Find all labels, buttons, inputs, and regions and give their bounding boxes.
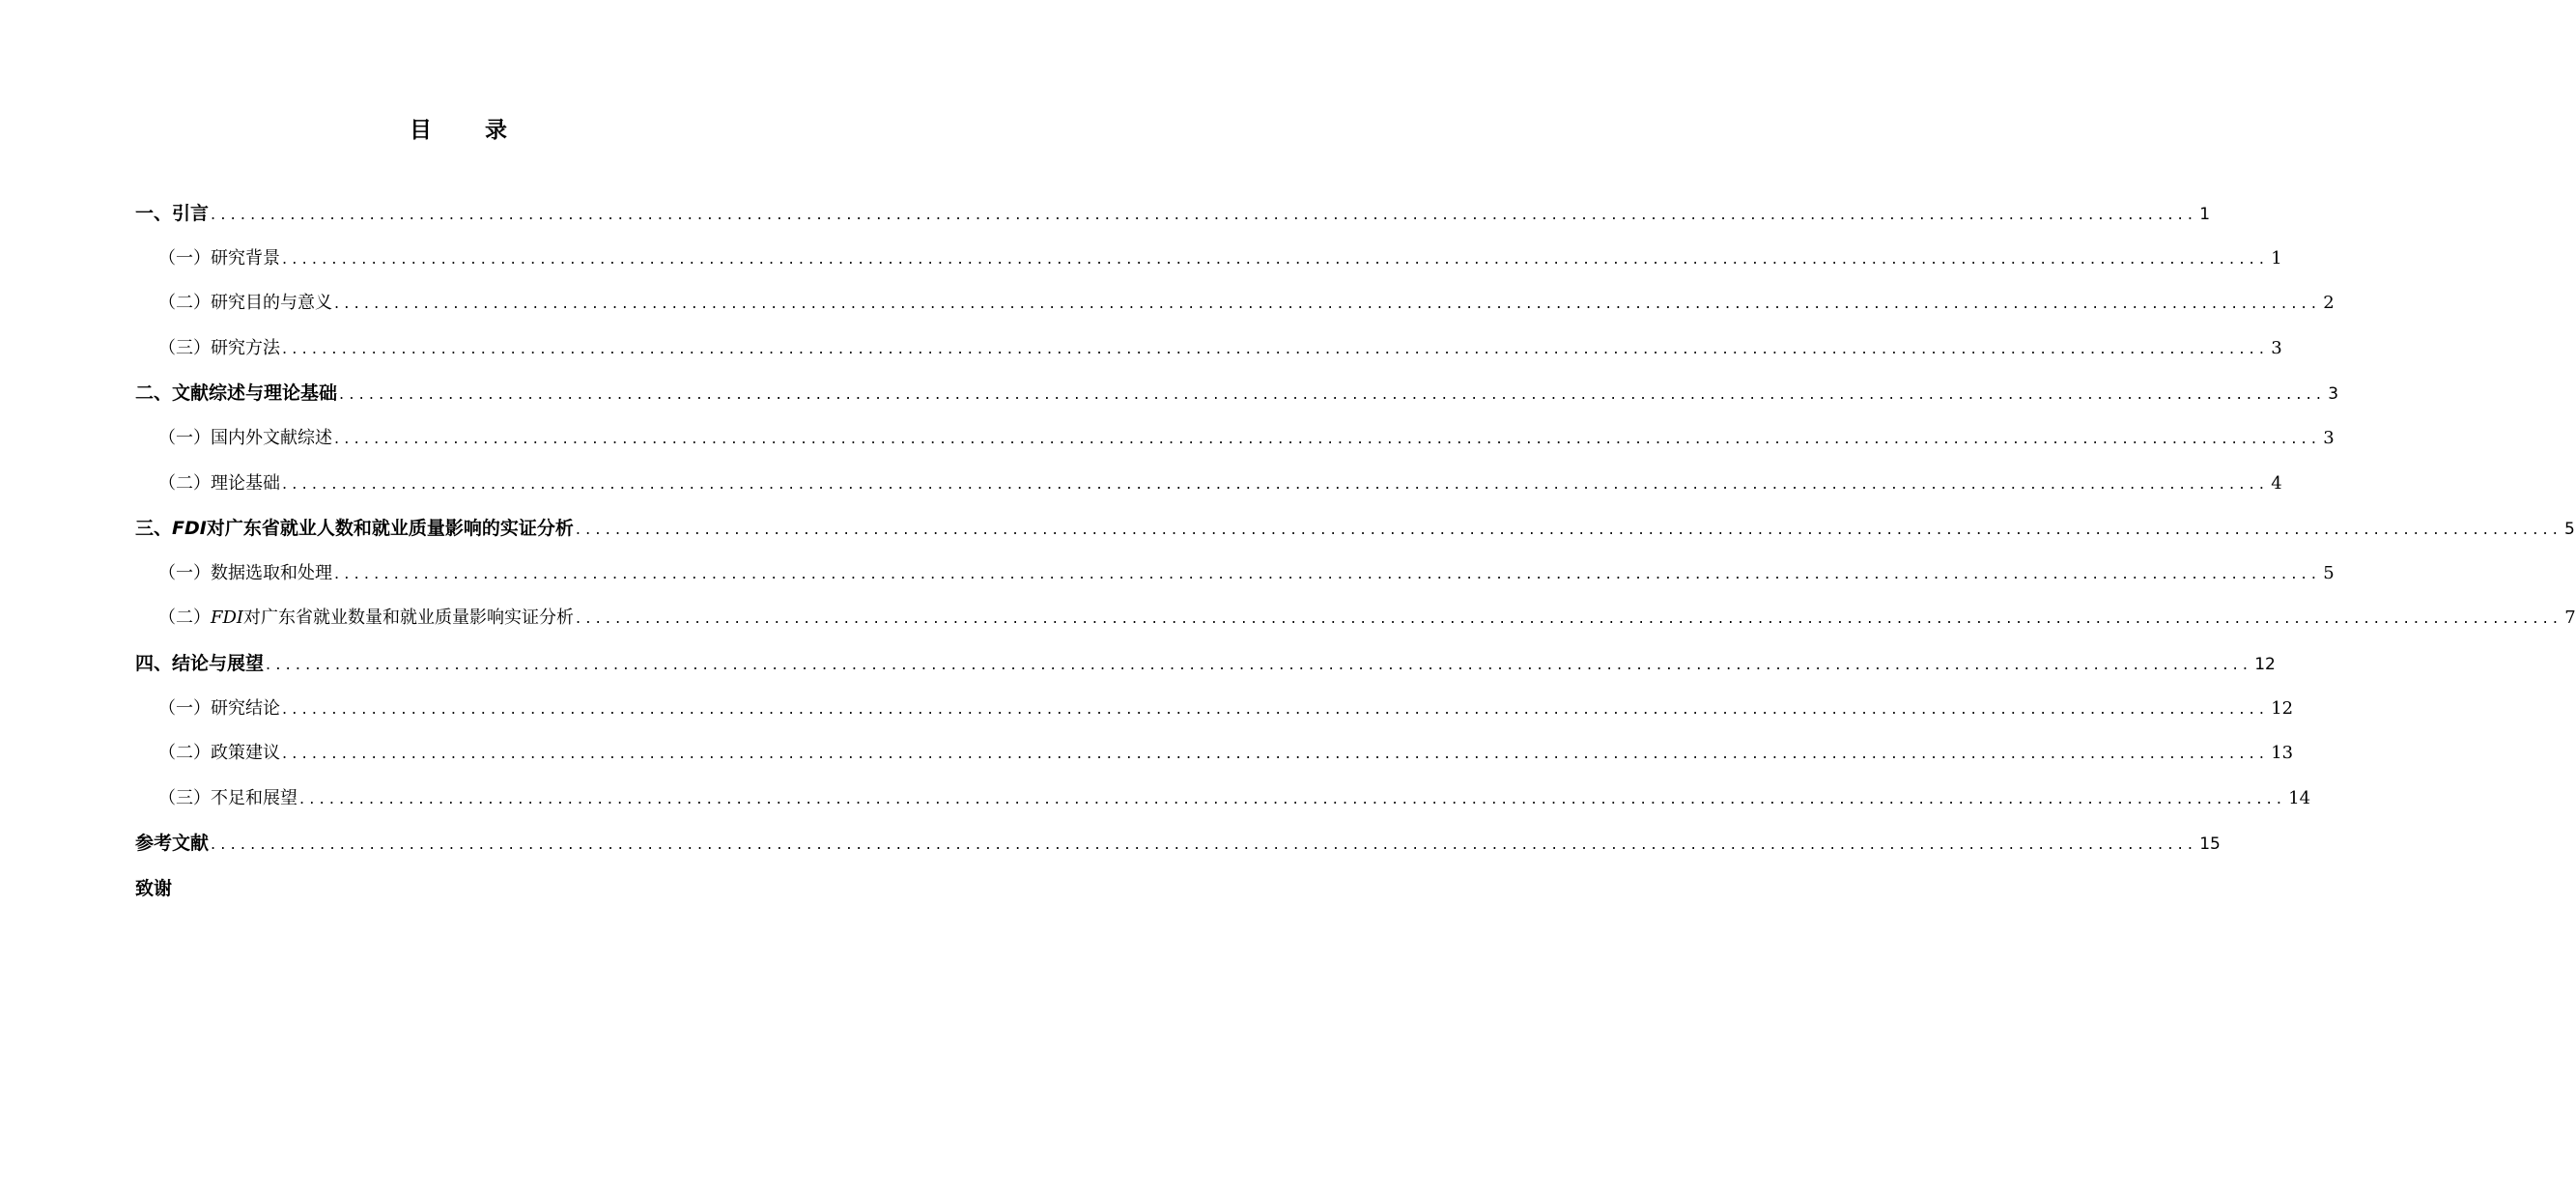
toc-entry-label: 引言 bbox=[172, 203, 210, 224]
toc-leader-dots: ........................................................................................................................................................................................................ bbox=[575, 520, 2563, 539]
toc-entry-label: 数据选取和处理 bbox=[211, 562, 332, 583]
toc-page-number: 3 bbox=[2271, 337, 2282, 358]
toc-entry[interactable] bbox=[135, 506, 2575, 552]
toc-entry-title bbox=[158, 731, 280, 777]
toc-entry-title bbox=[158, 687, 280, 732]
toc-entry-label: 结论与展望 bbox=[172, 652, 265, 674]
toc-entry-title bbox=[158, 326, 280, 372]
toc-entry-title bbox=[135, 191, 209, 237]
toc-entry-number: （二） bbox=[158, 743, 211, 764]
toc-page-number: 14 bbox=[2288, 787, 2311, 808]
toc-entry[interactable] bbox=[135, 821, 2221, 866]
toc-entry[interactable] bbox=[135, 416, 2335, 462]
toc-entry-number: 二、 bbox=[135, 382, 173, 405]
toc-page-number: 12 bbox=[2271, 697, 2294, 719]
toc-entry-title bbox=[135, 641, 264, 687]
toc-leader-dots: ........................................................................................................................................................................................................ bbox=[266, 654, 2253, 673]
toc-entry[interactable] bbox=[135, 326, 2282, 372]
toc-entry-number: 三、 bbox=[135, 518, 173, 540]
toc-leader-dots: ........................................................................................................................................................................................................ bbox=[334, 563, 2322, 582]
toc-entry-title bbox=[135, 821, 209, 866]
toc-entry-number: （三） bbox=[158, 337, 211, 358]
toc-entry-number: （二） bbox=[158, 293, 211, 314]
toc-entry-label: 理论基础 bbox=[211, 472, 280, 494]
toc-entry[interactable] bbox=[135, 777, 2311, 822]
toc-entry-label: 研究目的与意义 bbox=[211, 293, 332, 314]
toc-leader-dots: ........................................................................................................................................................................................................ bbox=[282, 744, 2270, 763]
toc-entry-number: 四、 bbox=[135, 652, 173, 674]
toc-entry-label: 致谢 bbox=[135, 877, 173, 899]
toc-entry-number: 一、 bbox=[135, 203, 173, 224]
toc-leader-dots: ........................................................................................................................................................................................................ bbox=[282, 248, 2270, 268]
toc-entry-label: 研究方法 bbox=[211, 337, 280, 358]
toc-entry-title bbox=[158, 552, 332, 597]
toc-entry-number: （一） bbox=[158, 697, 211, 719]
toc-entry-label: 对广东省就业数量和就业质量影响实证分析 bbox=[243, 608, 575, 629]
toc-page-number: 3 bbox=[2328, 384, 2339, 405]
toc-entry[interactable] bbox=[135, 191, 2211, 237]
toc-page-number: 12 bbox=[2254, 654, 2276, 674]
toc-entry-label: 研究背景 bbox=[211, 247, 280, 269]
toc-page-number: 1 bbox=[2199, 205, 2211, 224]
toc-entry[interactable] bbox=[135, 731, 2294, 777]
toc-entry-number: （一） bbox=[158, 247, 211, 269]
toc-entry-title bbox=[158, 237, 280, 282]
toc-entry-label: 研究结论 bbox=[211, 697, 280, 719]
toc-page-number: 7 bbox=[2564, 608, 2576, 629]
toc-page-number: 3 bbox=[2323, 427, 2335, 448]
toc-leader-dots: ........................................................................................................................................................................................................ bbox=[282, 698, 2270, 718]
toc-entry-abbrev: FDI bbox=[211, 608, 244, 629]
toc-entry-label: 文献综述与理论基础 bbox=[172, 382, 338, 405]
toc-leader-dots: ........................................................................................................................................................................................................ bbox=[211, 834, 2198, 854]
toc-entry-title bbox=[135, 371, 337, 416]
toc-title-char-2: 录 bbox=[485, 118, 508, 143]
toc-leader-dots: ........................................................................................................................................................................................................ bbox=[299, 788, 2287, 807]
toc-page-number: 4 bbox=[2271, 472, 2282, 494]
toc-entry-label: 国内外文献综述 bbox=[211, 427, 332, 448]
toc-entry[interactable] bbox=[135, 866, 780, 912]
toc-leader-dots: ........................................................................................................................................................................................................ bbox=[576, 608, 2563, 628]
toc-leader-dots: ........................................................................................................................................................................................................ bbox=[282, 473, 2270, 493]
toc-entry-label: 参考文献 bbox=[135, 833, 210, 855]
toc-entry-title bbox=[158, 462, 280, 507]
toc-page-number: 15 bbox=[2199, 834, 2221, 855]
toc-page-number: 1 bbox=[2271, 247, 2282, 269]
toc-entry-label: 对广东省就业人数和就业质量影响的实证分析 bbox=[206, 518, 574, 540]
toc-title bbox=[0, 112, 918, 144]
toc-leader-dots: ........................................................................................................................................................................................................ bbox=[334, 428, 2322, 447]
toc-leader-dots: ........................................................................................................................................................................................................ bbox=[339, 384, 2327, 404]
toc-entry-number: （二） bbox=[158, 608, 211, 629]
toc-entry[interactable] bbox=[135, 371, 2339, 416]
toc-entry-title bbox=[158, 281, 332, 326]
toc-entry[interactable] bbox=[135, 552, 2335, 597]
toc-page-number: 13 bbox=[2271, 743, 2294, 764]
toc-leader-dots: ........................................................................................................................................................................................................ bbox=[334, 294, 2322, 313]
toc-page-number: 2 bbox=[2323, 293, 2335, 314]
toc-entry-label: 政策建议 bbox=[211, 743, 280, 764]
toc-entry-abbrev: FDI bbox=[172, 518, 207, 540]
toc-entry-title bbox=[135, 506, 574, 552]
toc-entry-title bbox=[158, 416, 332, 462]
toc-entry-number: （二） bbox=[158, 472, 211, 494]
toc-entry[interactable] bbox=[135, 237, 2282, 282]
toc-page-number: 5 bbox=[2564, 520, 2575, 540]
table-of-contents bbox=[135, 191, 2576, 912]
toc-page-number: 5 bbox=[2323, 562, 2335, 583]
toc-title-char-1: 目 bbox=[410, 118, 433, 143]
toc-entry[interactable] bbox=[135, 462, 2282, 507]
toc-entry[interactable] bbox=[135, 281, 2335, 326]
toc-entry-title bbox=[158, 777, 297, 822]
toc-entry-title bbox=[158, 596, 574, 641]
toc-entry[interactable] bbox=[135, 641, 2276, 687]
toc-entry-number: （三） bbox=[158, 787, 211, 808]
toc-entry-title bbox=[135, 866, 172, 912]
toc-entry-label: 不足和展望 bbox=[211, 787, 297, 808]
toc-entry-number: （一） bbox=[158, 427, 211, 448]
toc-entry[interactable] bbox=[135, 596, 2576, 641]
toc-entry-number: （一） bbox=[158, 562, 211, 583]
toc-entry[interactable] bbox=[135, 687, 2294, 732]
toc-leader-dots: ........................................................................................................................................................................................................ bbox=[211, 205, 2198, 223]
toc-leader-dots: ........................................................................................................................................................................................................ bbox=[282, 338, 2270, 357]
